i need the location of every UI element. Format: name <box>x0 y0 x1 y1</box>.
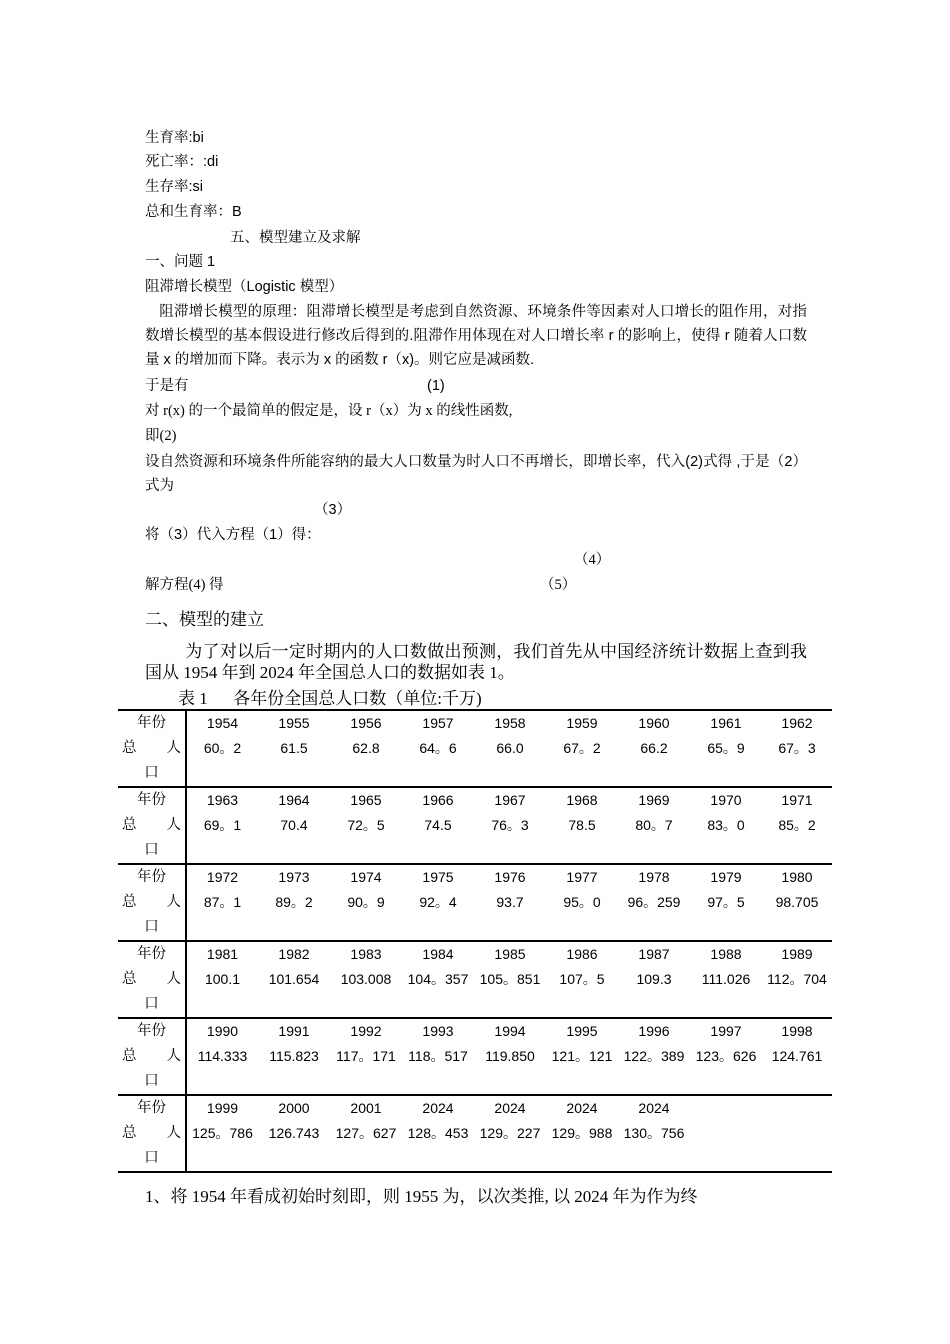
linear-assumption: 对 r(x) 的一个最简单的假定是，设 r（x）为 x 的线性函数, <box>145 403 513 419</box>
population-value: 83。0 <box>707 817 745 833</box>
symbol-death-rate: 死亡率：:di <box>145 154 219 170</box>
population-value: 100.1 <box>204 971 241 987</box>
table-cell <box>546 1095 618 1172</box>
population-value: 119.850 <box>485 1048 535 1064</box>
year-value: 1987 <box>638 946 670 962</box>
population-label-part: 人 <box>166 971 181 987</box>
population-value: 66.0 <box>496 740 524 756</box>
population-value: 95。0 <box>563 894 601 910</box>
population-value: 123。626 <box>695 1048 757 1064</box>
table-cell <box>546 941 618 1018</box>
eq2-line: 即(2) <box>145 428 177 444</box>
population-value: 126.743 <box>268 1125 320 1141</box>
population-value: 80。7 <box>635 817 673 833</box>
table-cell <box>474 941 546 1018</box>
population-label <box>118 967 185 992</box>
symbol-total-fertility: 总和生育率：B <box>145 204 242 220</box>
year-value: 1994 <box>494 1023 526 1039</box>
population-value: 128。453 <box>407 1125 469 1141</box>
year-value: 1955 <box>278 715 310 731</box>
table-cell <box>690 1095 762 1172</box>
eq1-text: 于是有 <box>145 378 189 394</box>
table-cell <box>402 941 474 1018</box>
year-value: 1956 <box>350 715 382 731</box>
year-value: 1975 <box>422 869 454 885</box>
section5-title: 五、模型建立及求解 <box>230 230 361 246</box>
population-value: 112。704 <box>767 971 827 987</box>
eq3-number: （3） <box>314 502 352 518</box>
substitute-text: 将（3）代入方程（1）得： <box>145 527 321 543</box>
year-value: 1965 <box>350 792 382 808</box>
year-value: 1995 <box>566 1023 598 1039</box>
population-label-part: 总 <box>122 1048 137 1064</box>
year-value: 2000 <box>278 1100 310 1116</box>
population-value: 61.5 <box>280 740 308 756</box>
table-cell <box>258 864 330 941</box>
table-cell <box>402 787 474 864</box>
population-value: 62.8 <box>352 740 380 756</box>
population-value: 111.026 <box>701 971 751 987</box>
population-value: 117。171 <box>336 1048 396 1064</box>
table-cell <box>762 1018 832 1095</box>
table-cell <box>762 787 832 864</box>
table-row <box>118 710 832 787</box>
table-cell <box>186 864 258 941</box>
year-value: 2024 <box>422 1100 454 1116</box>
question1-heading: 一、问题 1 <box>145 254 216 270</box>
table-cell <box>258 710 330 787</box>
table-cell <box>186 941 258 1018</box>
eq5-number: （5） <box>540 577 577 593</box>
year-value: 1988 <box>710 946 742 962</box>
population-label-part: 总 <box>122 817 137 833</box>
table-cell <box>762 710 832 787</box>
section2-title: 二、模型的建立 <box>145 610 264 629</box>
year-value: 1991 <box>278 1023 310 1039</box>
year-value: 1960 <box>638 715 670 731</box>
year-value: 1974 <box>350 869 382 885</box>
year-value: 1963 <box>206 792 239 808</box>
table-cell <box>474 710 546 787</box>
table-cell <box>618 864 690 941</box>
population-label-part: 总 <box>122 1125 137 1141</box>
table-cell <box>762 864 832 941</box>
table-cell <box>258 1018 330 1095</box>
population-label <box>118 890 185 915</box>
table-cell <box>330 941 402 1018</box>
population-value: 78.5 <box>568 817 596 833</box>
table-cell <box>402 710 474 787</box>
population-label-part: 总 <box>122 894 137 910</box>
population-value: 64。6 <box>419 740 457 756</box>
population-value: 115.823 <box>269 1048 319 1064</box>
table-cell <box>546 710 618 787</box>
year-value: 1998 <box>781 1023 813 1039</box>
row-label <box>118 787 186 864</box>
population-value: 60。2 <box>203 740 242 756</box>
table-cell <box>618 1095 690 1172</box>
population-label-part: 口 <box>144 1150 159 1166</box>
table-cell <box>402 1018 474 1095</box>
table-cell <box>690 864 762 941</box>
population-value: 85。2 <box>778 817 816 833</box>
year-value: 1957 <box>422 715 454 731</box>
year-value: 1966 <box>422 792 454 808</box>
table-cell <box>690 787 762 864</box>
population-label-part: 人 <box>166 1125 181 1141</box>
year-value: 1989 <box>781 946 813 962</box>
year-value: 1967 <box>494 792 526 808</box>
year-value: 1959 <box>566 715 598 731</box>
year-value: 1978 <box>638 869 670 885</box>
row-label <box>118 710 186 787</box>
year-value: 2001 <box>350 1100 382 1116</box>
year-value: 1997 <box>710 1023 742 1039</box>
year-value: 1979 <box>710 869 742 885</box>
table-cell <box>330 710 402 787</box>
year-value: 1993 <box>422 1023 454 1039</box>
year-label: 年份 <box>137 946 166 962</box>
population-value: 67。2 <box>563 740 601 756</box>
table-cell <box>618 710 690 787</box>
eq4-number: （4） <box>574 552 611 568</box>
year-value: 1971 <box>781 792 813 808</box>
population-value: 129。227 <box>479 1125 541 1141</box>
year-value: 1990 <box>206 1023 239 1039</box>
model-name: 阻滞增长模型（Logistic 模型） <box>145 279 344 295</box>
table-cell <box>402 864 474 941</box>
table-cell <box>762 941 832 1018</box>
year-value: 1970 <box>710 792 742 808</box>
population-value: 101.654 <box>268 971 320 987</box>
table-cell <box>474 1018 546 1095</box>
population-value: 98.705 <box>775 894 819 910</box>
population-value: 124.761 <box>771 1048 823 1064</box>
intro-text: 为了对以后一定时期内的人口数做出预测，我们首先从中国经济统计数据上查到我国从 1954 年到 2024 年全国总人口的数据如表 1。 <box>145 642 807 682</box>
population-value: 74.5 <box>424 817 452 833</box>
population-label-part: 人 <box>166 817 181 833</box>
table-cell <box>690 1018 762 1095</box>
population-value: 121。121 <box>551 1048 613 1064</box>
row-label <box>118 941 186 1018</box>
population-label <box>118 1044 185 1069</box>
eq1-number: (1) <box>427 378 445 394</box>
table-cell <box>690 941 762 1018</box>
table-cell <box>690 710 762 787</box>
population-label-part: 总 <box>122 971 137 987</box>
table-cell <box>618 1018 690 1095</box>
population-label-part: 人 <box>166 1048 181 1064</box>
year-value: 1999 <box>206 1100 239 1116</box>
population-value: 118。517 <box>408 1048 468 1064</box>
population-value: 129。988 <box>551 1125 613 1141</box>
symbol-survival-rate: 生存率:si <box>145 179 203 195</box>
year-value: 1982 <box>278 946 310 962</box>
population-value: 93.7 <box>496 894 524 910</box>
population-value: 90。9 <box>347 894 385 910</box>
population-label-part: 人 <box>166 740 181 756</box>
population-value: 69。1 <box>203 817 242 833</box>
row-label <box>118 1018 186 1095</box>
population-value: 72。5 <box>347 817 385 833</box>
table-row <box>118 1095 832 1172</box>
population-value: 70.4 <box>280 817 308 833</box>
year-value: 1992 <box>350 1023 382 1039</box>
table-cell <box>186 1095 258 1172</box>
year-value: 1996 <box>638 1023 670 1039</box>
population-label-part: 人 <box>166 894 181 910</box>
population-label-part: 口 <box>144 919 159 935</box>
table-cell <box>186 1018 258 1095</box>
row-label <box>118 1095 186 1172</box>
population-value: 65。9 <box>707 740 745 756</box>
population-value: 87。1 <box>203 894 242 910</box>
population-value: 105。851 <box>479 971 541 987</box>
population-value: 96。259 <box>627 894 681 910</box>
table-cell <box>330 1018 402 1095</box>
year-value: 1968 <box>566 792 598 808</box>
year-value: 1964 <box>278 792 310 808</box>
year-value: 1969 <box>638 792 670 808</box>
table-cell <box>330 1095 402 1172</box>
population-value: 107。5 <box>559 971 605 987</box>
year-value: 1961 <box>710 715 742 731</box>
year-value: 1977 <box>566 869 598 885</box>
table-cell <box>330 864 402 941</box>
year-value: 1954 <box>206 715 239 731</box>
population-label-part: 口 <box>144 1073 159 1089</box>
population-value: 109.3 <box>636 971 672 987</box>
population-value: 89。2 <box>275 894 313 910</box>
year-value: 1983 <box>350 946 382 962</box>
table-cell <box>546 787 618 864</box>
closing-text: 1、将 1954 年看成初始时刻即，则 1955 为，以次类推, 以 2024 年为作为终 <box>145 1187 698 1206</box>
table-cell <box>618 787 690 864</box>
table-cell <box>258 787 330 864</box>
population-label-part: 口 <box>144 996 159 1012</box>
year-label: 年份 <box>137 715 166 731</box>
table-cell <box>330 787 402 864</box>
population-value: 127。627 <box>335 1125 397 1141</box>
table-cell <box>474 787 546 864</box>
table-cell <box>618 941 690 1018</box>
year-value: 1984 <box>422 946 454 962</box>
table-cell <box>474 1095 546 1172</box>
year-label: 年份 <box>137 792 166 808</box>
table-row <box>118 941 832 1018</box>
population-label-part: 口 <box>144 765 159 781</box>
table-row <box>118 864 832 941</box>
table-cell <box>474 864 546 941</box>
population-value: 125。786 <box>192 1125 253 1141</box>
population-value: 104。357 <box>407 971 469 987</box>
table-cell <box>762 1095 832 1172</box>
year-value: 1981 <box>206 946 239 962</box>
population-table <box>118 709 832 1173</box>
table-cell <box>402 1095 474 1172</box>
table-cell <box>186 710 258 787</box>
population-value: 76。3 <box>491 817 529 833</box>
year-value: 2024 <box>638 1100 670 1116</box>
table-cell <box>258 1095 330 1172</box>
population-label <box>118 1121 185 1146</box>
year-value: 1980 <box>781 869 813 885</box>
year-value: 1985 <box>494 946 526 962</box>
year-value: 1962 <box>781 715 813 731</box>
population-label <box>118 736 185 761</box>
year-value: 2024 <box>566 1100 598 1116</box>
table-cell <box>258 941 330 1018</box>
table-cell <box>546 864 618 941</box>
year-value: 1976 <box>494 869 526 885</box>
population-value: 130。756 <box>623 1125 685 1141</box>
population-value: 122。389 <box>623 1048 685 1064</box>
year-value: 2024 <box>494 1100 526 1116</box>
table-row <box>118 787 832 864</box>
year-value: 1958 <box>494 715 526 731</box>
population-value: 67。3 <box>778 740 816 756</box>
population-label-part: 总 <box>122 740 137 756</box>
population-label-part: 口 <box>144 842 159 858</box>
symbol-birth-rate: 生育率:bi <box>145 130 204 146</box>
table-caption: 表 1 各年份全国总人口数（单位:千万) <box>178 689 482 708</box>
population-value: 66.2 <box>640 740 668 756</box>
intro-paragraph <box>145 641 807 683</box>
year-value: 1972 <box>206 869 239 885</box>
population-value: 114.333 <box>197 1048 248 1064</box>
population-value: 103.008 <box>340 971 392 987</box>
table-cell <box>186 787 258 864</box>
table-row <box>118 1018 832 1095</box>
year-label: 年份 <box>137 869 166 885</box>
row-label <box>118 864 186 941</box>
table-cell <box>546 1018 618 1095</box>
population-value: 92。4 <box>419 894 457 910</box>
year-label: 年份 <box>137 1023 166 1039</box>
year-label: 年份 <box>137 1100 166 1116</box>
year-value: 1973 <box>278 869 310 885</box>
year-value: 1986 <box>566 946 598 962</box>
population-value: 97。5 <box>707 894 745 910</box>
capacity-paragraph: 设自然资源和环境条件所能容纳的最大人口数量为时人口不再增长，即增长率，代入(2)式得 ,于是（2）式为 <box>145 454 807 494</box>
principle-text: 阻滞增长模型的原理：阻滞增长模型是考虑到自然资源、环境条件等因素对人口增长的阻作用，对指数增长模型的基本假设进行修改后得到的.阻滞作用体现在对人口增长率 r 的影响上，使得 r 随着人口数量 x 的增加而下降。表示为 x 的函数 r（x)。则它应是减函数. <box>145 304 807 368</box>
principle-paragraph <box>145 300 807 372</box>
population-label <box>118 813 185 838</box>
solve-text: 解方程(4) 得 <box>145 577 224 593</box>
